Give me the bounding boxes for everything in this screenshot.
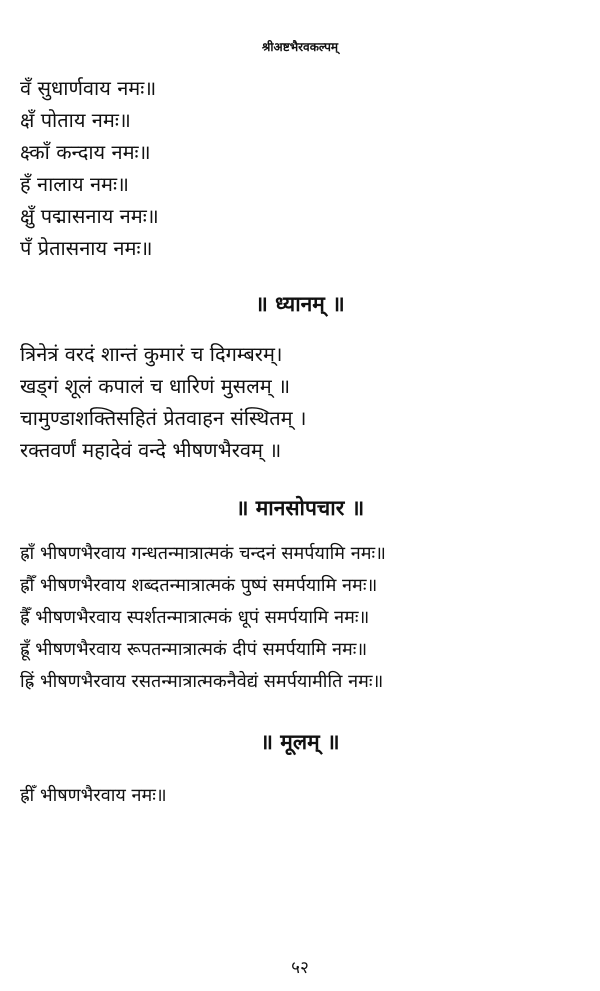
- mantra-line: क्षुँ पद्मासनाय नमः॥: [20, 204, 159, 228]
- verse-line: चामुण्डाशक्तिसहितं प्रेतवाहन संस्थितम् ।: [20, 406, 307, 430]
- verse-line: रक्तवर्णं महादेवं वन्दे भीषणभैरवम् ॥: [20, 438, 282, 462]
- mulam-line: ह्रीँ भीषणभैरवाय नमः॥: [20, 785, 167, 806]
- mantra-list-intro: [20, 72, 590, 264]
- offering-line: ह्रैँ भीषणभैरवाय स्पर्शतन्मात्रात्मकं धूपं समर्पयामि नमः॥: [20, 607, 370, 628]
- mantra-line: क्षँ पोताय नमः॥: [20, 108, 131, 132]
- offering-line: ह्राँ भीषणभैरवाय गन्धतन्मात्रात्मकं चन्दनं समर्पयामि नमः॥: [20, 543, 386, 564]
- mulam-lines: [20, 780, 590, 812]
- mulam-heading: ॥ मूलम् ॥: [260, 730, 340, 754]
- offering-line: ह्रौँ भीषणभैरवाय शब्दतन्मात्रात्मकं पुष्पं समर्पयामि नमः॥: [20, 575, 378, 596]
- verse-line: खड्गं शूलं कपालं च धारिणं मुसलम् ॥: [20, 374, 291, 398]
- running-header: श्रीअष्टभैरवकल्पम्: [261, 40, 339, 54]
- offering-line: ह्रिं भीषणभैरवाय रसतन्मात्रात्मकनैवेद्यं समर्पयामीति नमः॥: [20, 671, 384, 692]
- manasopachar-heading: ॥ मानसोपचार ॥: [235, 496, 365, 520]
- dhyanam-heading: ॥ ध्यानम् ॥: [255, 292, 345, 316]
- verse-line: त्रिनेत्रं वरदं शान्तं कुमारं च दिगम्बरम्।: [20, 342, 283, 366]
- page-number: ५२: [291, 958, 309, 978]
- mantra-line: हँ नालाय नमः॥: [20, 172, 130, 196]
- mantra-line: क्ष्काँ कन्दाय नमः॥: [20, 140, 151, 164]
- mantra-line: पँ प्रेतासनाय नमः॥: [20, 236, 153, 260]
- manasopachar-lines: [20, 538, 590, 698]
- mantra-line: वँ सुधार्णवाय नमः॥: [20, 76, 157, 100]
- dhyanam-verses: [20, 338, 590, 466]
- offering-line: ह्रूँ भीषणभैरवाय रूपतन्मात्रात्मकं दीपं समर्पयामि नमः॥: [20, 639, 368, 660]
